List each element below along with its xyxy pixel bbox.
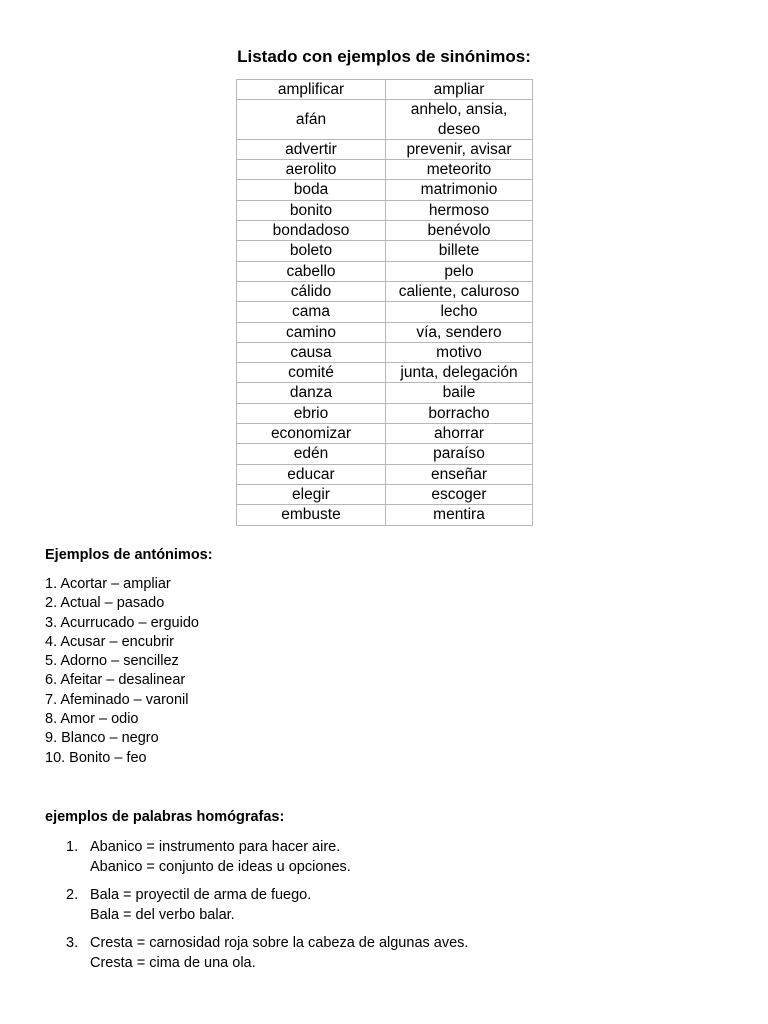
table-row (237, 322, 533, 342)
list-item: 2. Actual – pasado (45, 595, 165, 612)
list-item (66, 886, 468, 925)
table-row (237, 363, 533, 383)
definition-line: Cresta = carnosidad roja sobre la cabeza de algunas aves. (90, 935, 469, 951)
table-row (237, 342, 533, 362)
synonym-cell: prevenir, avisar (386, 139, 533, 159)
list-item: 6. Afeitar – desalinear (45, 672, 186, 689)
table-row (237, 200, 533, 220)
synonym-cell: borracho (386, 403, 533, 423)
list-item: 5. Adorno – sencillez (45, 653, 179, 670)
word-cell: cama (237, 302, 386, 322)
synonym-cell: enseñar (386, 464, 533, 484)
table-row (237, 160, 533, 180)
synonym-cell: mentira (386, 505, 533, 525)
word-cell: boleto (237, 241, 386, 261)
synonym-cell: junta, delegación (386, 363, 533, 383)
list-item: 1. Acortar – ampliar (45, 576, 171, 592)
list-item (66, 934, 468, 973)
synonym-cell: meteorito (386, 160, 533, 180)
definition-lines (90, 886, 311, 925)
definition-line: Abanico = conjunto de ideas u opciones. (90, 858, 351, 875)
synonym-cell: matrimonio (386, 180, 533, 200)
definition-lines (90, 838, 351, 877)
synonym-cell: baile (386, 383, 533, 403)
synonym-cell: ampliar (386, 80, 533, 100)
synonym-cell: escoger (386, 484, 533, 504)
synonyms-table (236, 79, 533, 526)
table-row (237, 139, 533, 159)
table-row (237, 383, 533, 403)
table-row (237, 424, 533, 444)
table-row (237, 241, 533, 261)
page-title: Listado con ejemplos de sinónimos: (237, 47, 531, 66)
list-number: 3. (66, 935, 79, 951)
table-row (237, 464, 533, 484)
list-item: 8. Amor – odio (45, 711, 139, 728)
word-cell: economizar (237, 424, 386, 444)
antonyms-list (45, 575, 199, 768)
word-cell: embuste (237, 505, 386, 525)
table-row (237, 484, 533, 504)
list-item: 10. Bonito – feo (45, 749, 147, 766)
table-row (237, 302, 533, 322)
word-cell: advertir (237, 139, 386, 159)
table-row (237, 281, 533, 301)
table-row (237, 180, 533, 200)
list-item: 9. Blanco – negro (45, 730, 159, 747)
word-cell: bonito (237, 200, 386, 220)
table-row (237, 221, 533, 241)
antonyms-heading: Ejemplos de antónimos: (45, 547, 213, 563)
definition-line: Bala = proyectil de arma de fuego. (90, 887, 312, 903)
synonym-cell: ahorrar (386, 424, 533, 444)
word-cell: causa (237, 342, 386, 362)
word-cell: elegir (237, 484, 386, 504)
list-item: 7. Afeminado – varonil (45, 691, 189, 708)
word-cell: edén (237, 444, 386, 464)
word-cell: ebrio (237, 403, 386, 423)
synonym-cell: benévolo (386, 221, 533, 241)
table-row (237, 100, 533, 140)
definition-line: Bala = del verbo balar. (90, 906, 235, 923)
table-row (237, 505, 533, 525)
word-cell: comité (237, 363, 386, 383)
list-item: 4. Acusar – encubrir (45, 633, 174, 650)
list-number: 1. (66, 839, 79, 855)
word-cell: camino (237, 322, 386, 342)
definition-line: Abanico = instrumento para hacer aire. (90, 839, 341, 855)
synonym-cell: pelo (386, 261, 533, 281)
word-cell: danza (237, 383, 386, 403)
synonym-cell: anhelo, ansia, deseo (386, 100, 533, 140)
synonyms-table-body (237, 80, 533, 526)
synonym-cell: billete (386, 241, 533, 261)
homographs-heading: ejemplos de palabras homógrafas: (45, 809, 285, 825)
word-cell: cálido (237, 281, 386, 301)
word-cell: educar (237, 464, 386, 484)
word-cell: boda (237, 180, 386, 200)
synonym-cell: caliente, caluroso (386, 281, 533, 301)
synonym-cell: hermoso (386, 200, 533, 220)
definition-line: Cresta = cima de una ola. (90, 954, 256, 971)
word-cell: bondadoso (237, 221, 386, 241)
synonym-cell: paraíso (386, 444, 533, 464)
table-row (237, 80, 533, 100)
list-item (66, 838, 468, 877)
synonym-cell: vía, sendero (386, 322, 533, 342)
word-cell: aerolito (237, 160, 386, 180)
table-row (237, 403, 533, 423)
word-cell: afán (237, 100, 386, 140)
synonym-cell: lecho (386, 302, 533, 322)
homographs-list (66, 838, 468, 982)
word-cell: amplificar (237, 80, 386, 100)
list-item: 3. Acurrucado – erguido (45, 614, 199, 631)
synonym-cell: motivo (386, 342, 533, 362)
word-cell: cabello (237, 261, 386, 281)
table-row (237, 261, 533, 281)
definition-lines (90, 934, 468, 973)
list-number: 2. (66, 887, 79, 903)
table-row (237, 444, 533, 464)
